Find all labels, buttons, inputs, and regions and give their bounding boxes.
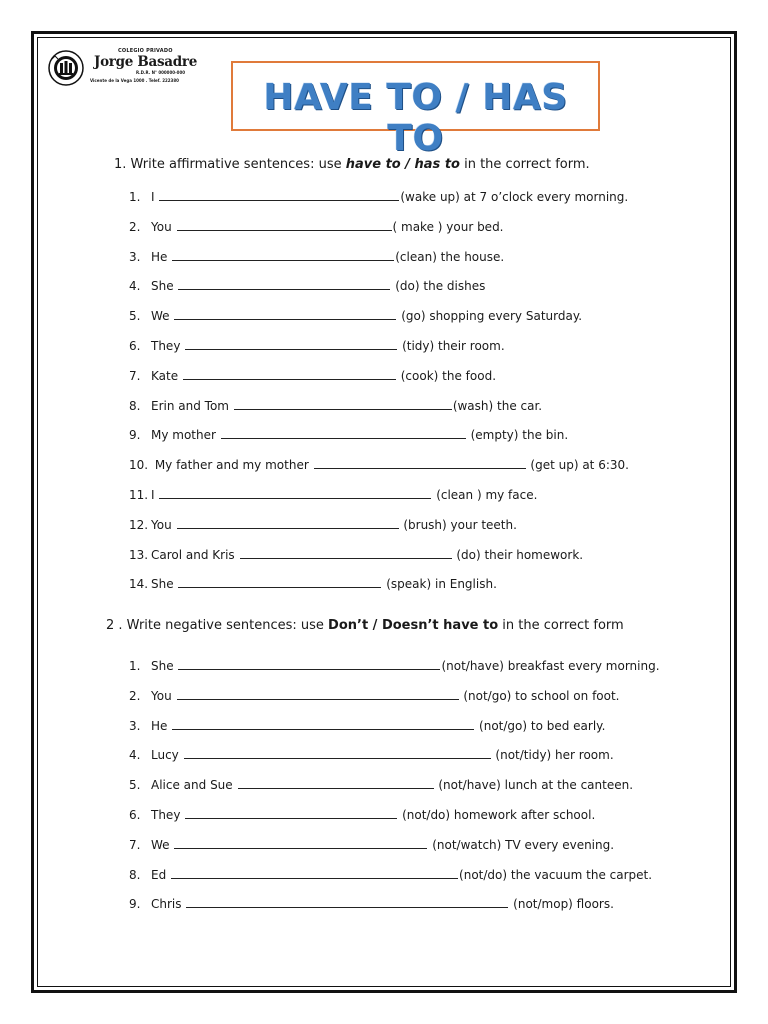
answer-blank[interactable] [178, 668, 440, 670]
section1-instruction [114, 157, 590, 172]
item-completion: (not/do) the vacuum the carpet. [459, 867, 653, 882]
item-subject: You [151, 517, 172, 532]
item-number: 1. [129, 190, 141, 204]
answer-blank[interactable] [177, 229, 392, 231]
item-completion: (brush) your teeth. [399, 517, 517, 532]
item-completion: ( make ) your bed. [392, 219, 504, 234]
answer-blank[interactable] [185, 348, 397, 350]
item-completion: (tidy) their room. [398, 339, 505, 353]
item-number: 14. [129, 577, 149, 592]
section2-item [129, 808, 595, 822]
school-logo [46, 48, 216, 90]
answer-blank[interactable] [186, 906, 508, 908]
section2-item [129, 838, 614, 852]
section1-item [129, 488, 537, 502]
item-completion: (wash) the car. [452, 398, 543, 413]
section2-item [129, 868, 652, 882]
item-subject: I [151, 488, 155, 502]
item-number: 10. [129, 458, 149, 473]
item-subject: My father and my mother [151, 458, 309, 473]
item-subject: You [151, 219, 172, 234]
item-subject: Alice and Sue [151, 778, 233, 793]
item-subject: They [151, 339, 181, 353]
section1-item [129, 428, 568, 442]
item-subject: Ed [151, 867, 167, 882]
item-subject: We [151, 309, 170, 324]
title-box [231, 61, 600, 159]
item-subject: Kate [151, 368, 179, 383]
item-completion: (wake up) at 7 o’clock every morning. [400, 190, 629, 204]
answer-blank[interactable] [171, 877, 458, 879]
item-completion: (not/watch) TV every evening. [428, 837, 615, 852]
item-subject: Carol and Kris [151, 547, 235, 562]
item-number: 3. [129, 249, 141, 264]
item-completion: (not/go) to school on foot. [459, 688, 620, 703]
answer-blank[interactable] [183, 378, 396, 380]
item-number: 2. [129, 688, 141, 703]
section2-item [129, 689, 620, 703]
item-number: 9. [129, 897, 141, 912]
section1-instruction-suffix: in the correct form. [459, 157, 590, 172]
item-number: 3. [129, 718, 141, 733]
item-completion: (get up) at 6:30. [526, 458, 629, 473]
school-seal-icon [48, 50, 84, 86]
item-completion: (do) the dishes [391, 279, 486, 294]
school-address: Vicente de la Vega 1000 . Telef. 222380 [90, 78, 179, 83]
answer-blank[interactable] [184, 757, 491, 759]
section1-item [129, 190, 628, 204]
item-number: 9. [129, 428, 141, 443]
item-subject: Lucy [151, 748, 179, 763]
section1-item [129, 309, 582, 323]
item-completion: (cook) the food. [396, 368, 497, 383]
answer-blank[interactable] [177, 527, 399, 529]
item-subject: We [151, 837, 170, 852]
item-subject: Erin and Tom [151, 398, 229, 413]
item-completion: (not/go) to bed early. [475, 718, 606, 733]
section2-item [129, 748, 614, 762]
item-number: 6. [129, 808, 141, 822]
section1-item [129, 518, 517, 532]
answer-blank[interactable] [178, 586, 381, 588]
item-subject: You [151, 688, 172, 703]
item-number: 13. [129, 547, 149, 562]
item-number: 1. [129, 659, 141, 673]
section1-item [129, 339, 505, 353]
section1-item [129, 458, 629, 472]
section2-instruction [106, 618, 624, 633]
answer-blank[interactable] [174, 318, 396, 320]
item-number: 8. [129, 867, 141, 882]
section2-item [129, 897, 614, 911]
item-completion: (empty) the bin. [466, 428, 569, 443]
section1-item [129, 369, 496, 383]
item-subject: They [151, 808, 181, 822]
item-subject: I [151, 190, 155, 204]
item-number: 5. [129, 778, 141, 793]
section1-instruction-prefix: 1. Write affirmative sentences: use [114, 157, 346, 172]
answer-blank[interactable] [221, 437, 466, 439]
item-number: 8. [129, 398, 141, 413]
item-completion: (not/tidy) her room. [491, 748, 614, 763]
item-completion: (not/have) lunch at the canteen. [434, 778, 634, 793]
section2-instruction-suffix: in the correct form [498, 618, 624, 633]
section2-instruction-prefix: 2 . Write negative sentences: use [106, 618, 329, 633]
answer-blank[interactable] [240, 557, 452, 559]
item-completion: (not/have) breakfast every morning. [441, 659, 660, 673]
answer-blank[interactable] [178, 288, 390, 290]
item-completion: (clean ) my face. [432, 488, 538, 502]
section1-item [129, 220, 504, 234]
item-subject: He [151, 718, 168, 733]
item-completion: (speak) in English. [382, 577, 497, 592]
section2-item [129, 719, 605, 733]
school-type: COLEGIO PRIVADO [118, 48, 173, 54]
answer-blank[interactable] [177, 698, 459, 700]
item-subject: My mother [151, 428, 216, 443]
answer-blank[interactable] [159, 497, 431, 499]
item-completion: (not/mop) floors. [509, 897, 614, 912]
item-number: 2. [129, 219, 141, 234]
section1-item [129, 577, 497, 591]
item-number: 5. [129, 309, 141, 324]
section1-item [129, 279, 485, 293]
school-code: R.D.R. N° 000000-000 [136, 70, 186, 75]
item-number: 6. [129, 339, 141, 353]
answer-blank[interactable] [172, 259, 394, 261]
item-number: 12. [129, 517, 149, 532]
section2-item [129, 778, 633, 792]
item-subject: She [151, 279, 174, 294]
answer-blank[interactable] [159, 199, 399, 201]
answer-blank[interactable] [238, 787, 434, 789]
section1-instruction-keyword: have to / has to [345, 157, 460, 172]
page-title: HAVE TO / HAS TO [263, 77, 568, 159]
answer-blank[interactable] [314, 467, 526, 469]
item-number: 7. [129, 837, 141, 852]
item-subject: He [151, 249, 168, 264]
item-subject: She [151, 659, 174, 673]
item-completion: (not/do) homework after school. [398, 808, 596, 822]
answer-blank[interactable] [234, 408, 452, 410]
item-subject: She [151, 577, 174, 592]
item-number: 11. [129, 488, 149, 502]
school-name: Jorge Basadre [94, 54, 197, 70]
section1-item [129, 548, 583, 562]
section2-item [129, 659, 660, 673]
answer-blank[interactable] [174, 847, 427, 849]
item-number: 4. [129, 748, 141, 763]
answer-blank[interactable] [185, 817, 397, 819]
item-completion: (do) their homework. [452, 547, 584, 562]
section2-instruction-keyword: Don’t / Doesn’t have to [328, 618, 499, 633]
answer-blank[interactable] [172, 728, 474, 730]
section1-item [129, 250, 504, 264]
item-subject: Chris [151, 897, 182, 912]
section1-item [129, 399, 542, 413]
item-number: 4. [129, 279, 141, 294]
item-number: 7. [129, 368, 141, 383]
item-completion: (go) shopping every Saturday. [397, 309, 583, 324]
item-completion: (clean) the house. [395, 249, 505, 264]
